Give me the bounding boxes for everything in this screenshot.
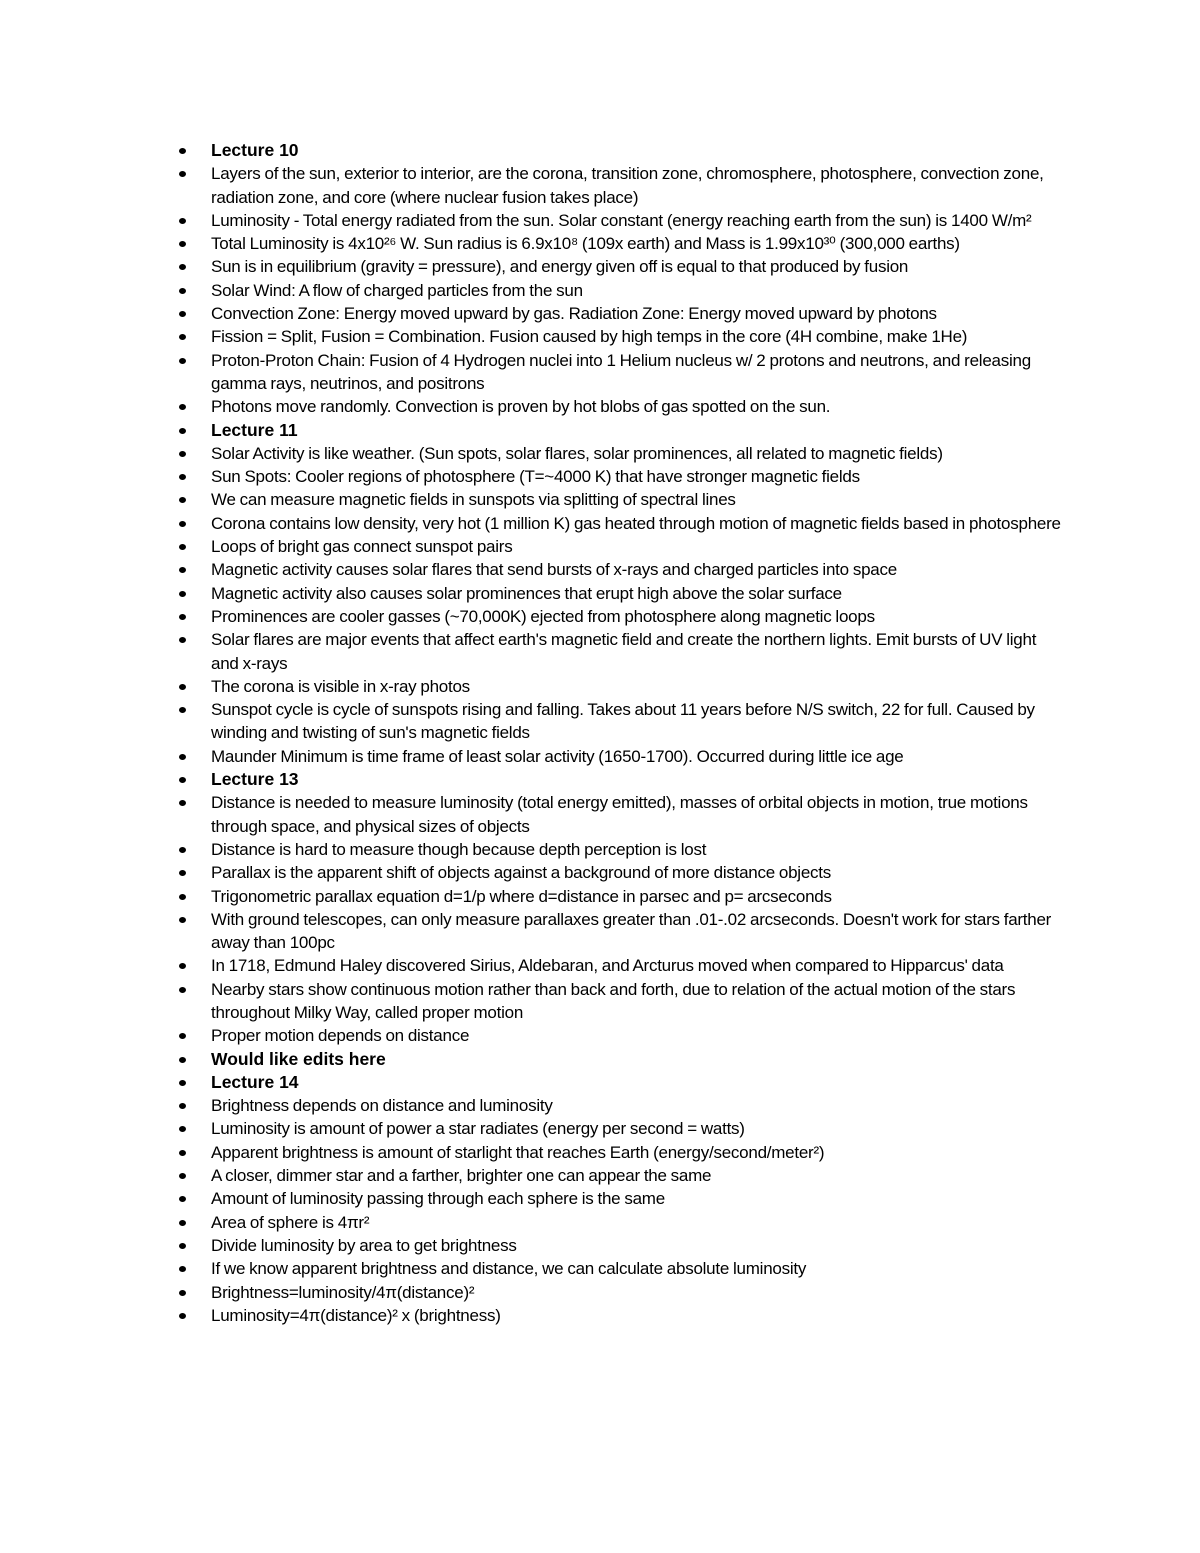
bullet-icon	[179, 428, 186, 434]
list-item	[176, 1094, 1066, 1117]
list-item	[176, 279, 1066, 302]
list-item	[176, 512, 1066, 535]
lecture-heading: Would like edits here	[211, 1048, 386, 1069]
list-item	[176, 698, 1066, 745]
bullet-icon	[179, 684, 186, 690]
note-text: Fission = Split, Fusion = Combination. Fusion caused by high temps in the core (4H combine, make 1He)	[211, 327, 968, 347]
bullet-icon	[179, 754, 186, 760]
section-heading-item	[176, 1071, 1066, 1094]
list-item	[176, 209, 1066, 232]
list-item	[176, 1257, 1066, 1280]
list-item	[176, 1024, 1066, 1047]
note-text: Luminosity is amount of power a star radiates (energy per second = watts)	[211, 1119, 745, 1139]
note-text: Apparent brightness is amount of starlight that reaches Earth (energy/second/meter²)	[211, 1142, 825, 1162]
note-text: Prominences are cooler gasses (~70,000K) ejected from photosphere along magnetic loops	[211, 606, 875, 626]
bullet-icon	[179, 1126, 186, 1132]
bullet-icon	[179, 1103, 186, 1109]
note-text: Parallax is the apparent shift of objects against a background of more distance objects	[211, 863, 832, 883]
note-text: The corona is visible in x-ray photos	[211, 676, 470, 696]
list-item	[176, 838, 1066, 861]
lecture-heading: Lecture 11	[211, 419, 298, 440]
list-item	[176, 1234, 1066, 1257]
list-item	[176, 488, 1066, 511]
bullet-icon	[179, 334, 186, 340]
note-text: If we know apparent brightness and distance, we can calculate absolute luminosity	[211, 1259, 807, 1279]
bullet-icon	[179, 567, 186, 573]
note-text: Divide luminosity by area to get brightness	[211, 1235, 517, 1255]
note-text: Distance is hard to measure though because depth perception is lost	[211, 839, 707, 859]
bullet-icon	[179, 544, 186, 550]
bullet-icon	[179, 358, 186, 364]
list-item	[176, 255, 1066, 278]
list-item	[176, 442, 1066, 465]
bullet-icon	[179, 497, 186, 503]
bullet-icon	[179, 1313, 186, 1319]
note-text: Proton-Proton Chain: Fusion of 4 Hydrogen nuclei into 1 Helium nucleus w/ 2 protons and neutrons, and releasing gamma rays, neutrinos, and positrons	[211, 350, 1031, 393]
bullet-icon	[179, 707, 186, 713]
note-text: Area of sphere is 4πr²	[211, 1212, 370, 1232]
bullet-icon	[179, 1196, 186, 1202]
bullet-icon	[179, 847, 186, 853]
list-item	[176, 791, 1066, 838]
bullet-icon	[179, 870, 186, 876]
note-text: Sun is in equilibrium (gravity = pressure), and energy given off is equal to that produced by fusion	[211, 257, 909, 277]
bullet-icon	[179, 171, 186, 177]
list-item	[176, 1187, 1066, 1210]
bullet-icon	[179, 451, 186, 457]
bullet-icon	[179, 1033, 186, 1039]
note-text: Magnetic activity causes solar flares that send bursts of x-rays and charged particles into space	[211, 560, 897, 580]
bullet-icon	[179, 963, 186, 969]
list-item	[176, 745, 1066, 768]
bullet-icon	[179, 637, 186, 643]
section-heading-item	[176, 1048, 1066, 1071]
lecture-heading: Lecture 13	[211, 769, 299, 790]
list-item	[176, 395, 1066, 418]
bullet-icon	[179, 1080, 186, 1086]
bullet-icon	[179, 1266, 186, 1272]
note-text: Amount of luminosity passing through each sphere is the same	[211, 1189, 665, 1209]
list-item	[176, 908, 1066, 955]
note-text: Luminosity=4π(distance)² x (brightness)	[211, 1305, 501, 1325]
note-text: Photons move randomly. Convection is proven by hot blobs of gas spotted on the sun.	[211, 397, 831, 417]
bullet-icon	[179, 404, 186, 410]
list-item	[176, 162, 1066, 209]
bullet-icon	[179, 1150, 186, 1156]
bullet-icon	[179, 148, 186, 154]
note-text: Luminosity - Total energy radiated from the sun. Solar constant (energy reaching earth from the sun) is 1400 W/m²	[211, 210, 1032, 230]
list-item	[176, 1281, 1066, 1304]
list-item	[176, 1211, 1066, 1234]
list-item	[176, 978, 1066, 1025]
list-item	[176, 558, 1066, 581]
list-item	[176, 1141, 1066, 1164]
bullet-icon	[179, 1057, 186, 1063]
section-heading-item	[176, 139, 1066, 162]
list-item	[176, 628, 1066, 675]
list-item	[176, 1304, 1066, 1327]
lecture-heading: Lecture 14	[211, 1071, 299, 1092]
bullet-icon	[179, 474, 186, 480]
bullet-icon	[179, 1290, 186, 1296]
lecture-notes-list	[176, 139, 1066, 1327]
bullet-icon	[179, 777, 186, 783]
section-heading-item	[176, 419, 1066, 442]
list-item	[176, 582, 1066, 605]
list-item	[176, 1117, 1066, 1140]
section-heading-item	[176, 768, 1066, 791]
bullet-icon	[179, 800, 186, 806]
note-text: Distance is needed to measure luminosity (total energy emitted), masses of orbital objects in motion, true motions through space, and physical sizes of objects	[211, 793, 1028, 836]
note-text: We can measure magnetic fields in sunspots via splitting of spectral lines	[211, 490, 736, 510]
bullet-icon	[179, 614, 186, 620]
bullet-icon	[179, 521, 186, 527]
note-text: Loops of bright gas connect sunspot pairs	[211, 537, 513, 557]
bullet-icon	[179, 1173, 186, 1179]
list-item	[176, 885, 1066, 908]
note-text: Proper motion depends on distance	[211, 1026, 470, 1046]
note-text: Corona contains low density, very hot (1 million K) gas heated through motion of magnetic fields based in photosphere	[211, 513, 1061, 533]
list-item	[176, 465, 1066, 488]
bullet-icon	[179, 1220, 186, 1226]
bullet-icon	[179, 311, 186, 317]
note-text: Maunder Minimum is time frame of least solar activity (1650-1700). Occurred during little ice age	[211, 746, 904, 766]
note-text: Trigonometric parallax equation d=1/p where d=distance in parsec and p= arcseconds	[211, 886, 832, 906]
note-text: Solar flares are major events that affect earth's magnetic field and create the northern lights. Emit bursts of UV light and x-rays	[211, 630, 1037, 673]
bullet-icon	[179, 241, 186, 247]
bullet-icon	[179, 987, 186, 993]
list-item	[176, 535, 1066, 558]
list-item	[176, 325, 1066, 348]
bullet-icon	[179, 591, 186, 597]
bullet-icon	[179, 917, 186, 923]
list-item	[176, 232, 1066, 255]
list-item	[176, 861, 1066, 884]
note-text: Solar Wind: A flow of charged particles from the sun	[211, 280, 583, 300]
note-text: Brightness=luminosity/4π(distance)²	[211, 1282, 475, 1302]
list-item	[176, 302, 1066, 325]
note-text: Sun Spots: Cooler regions of photosphere (T=~4000 K) that have stronger magnetic fields	[211, 467, 860, 487]
list-item	[176, 675, 1066, 698]
note-text: Magnetic activity also causes solar prominences that erupt high above the solar surface	[211, 583, 842, 603]
note-text: Total Luminosity is 4x10²⁶ W. Sun radius is 6.9x10⁸ (109x earth) and Mass is 1.99x10³⁰ (300,000 earths)	[211, 234, 960, 254]
bullet-icon	[179, 288, 186, 294]
list-item	[176, 605, 1066, 628]
list-item	[176, 954, 1066, 977]
note-text: With ground telescopes, can only measure parallaxes greater than .01-.02 arcseconds. Doesn't work for stars farther away than 100pc	[211, 909, 1052, 953]
note-text: Layers of the sun, exterior to interior, are the corona, transition zone, chromosphere, photosphere, convection zone, radiation zone, and core (where nuclear fusion takes place)	[211, 164, 1044, 207]
bullet-icon	[179, 218, 186, 224]
note-text: A closer, dimmer star and a farther, brighter one can appear the same	[211, 1166, 712, 1186]
note-text: In 1718, Edmund Haley discovered Sirius, Aldebaran, and Arcturus moved when compared to Hipparcus' data	[211, 956, 1004, 976]
note-text: Sunspot cycle is cycle of sunspots rising and falling. Takes about 11 years before N/S switch, 22 for full. Caused by winding and twisting of sun's magnetic fields	[211, 700, 1035, 743]
list-item	[176, 1164, 1066, 1187]
list-item	[176, 349, 1066, 396]
bullet-icon	[179, 894, 186, 900]
note-text: Nearby stars show continuous motion rather than back and forth, due to relation of the actual motion of the stars throughout Milky Way, called proper motion	[211, 979, 1016, 1022]
note-text: Convection Zone: Energy moved upward by gas. Radiation Zone: Energy moved upward by photons	[211, 304, 937, 324]
note-text: Solar Activity is like weather. (Sun spots, solar flares, solar prominences, all related to magnetic fields)	[211, 443, 943, 463]
note-text: Brightness depends on distance and luminosity	[211, 1096, 553, 1116]
lecture-heading: Lecture 10	[211, 140, 299, 160]
bullet-icon	[179, 1243, 186, 1249]
bullet-icon	[179, 264, 186, 270]
